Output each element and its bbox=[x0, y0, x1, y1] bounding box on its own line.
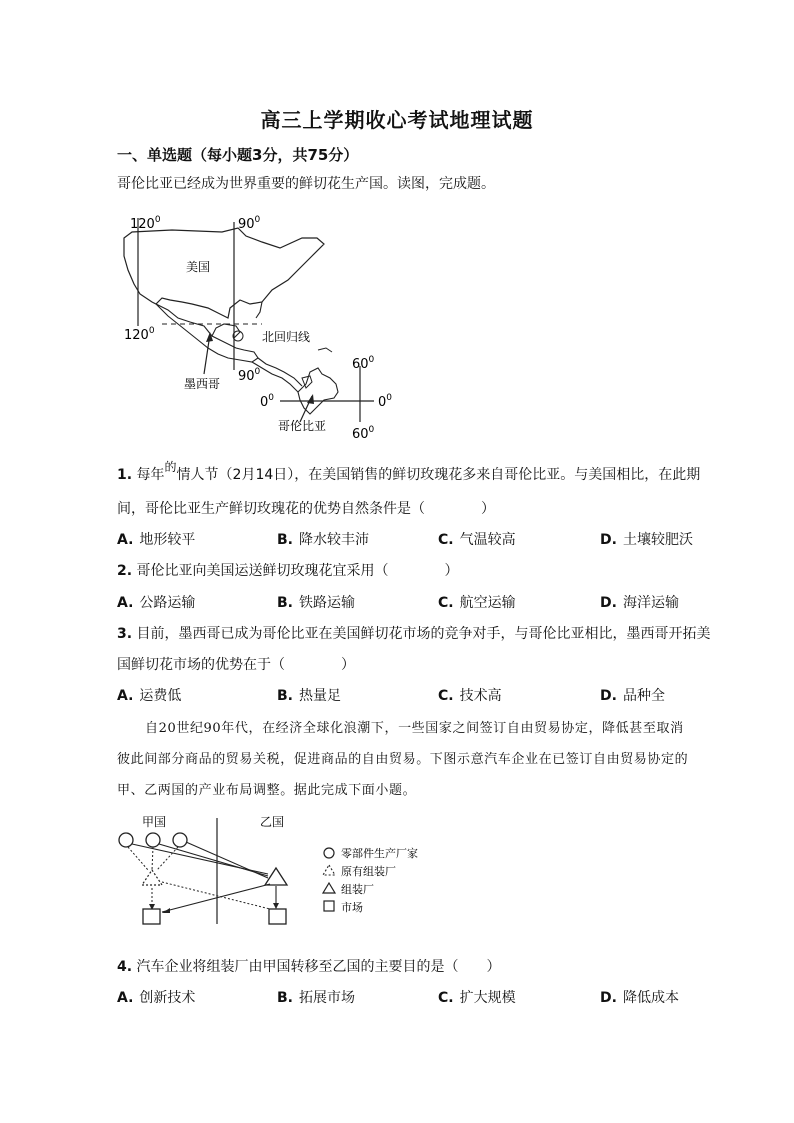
legend-parts-icon bbox=[324, 848, 334, 858]
legend-assembly-icon bbox=[323, 883, 335, 893]
q2-option-b[interactable]: B. 铁路运输 bbox=[277, 595, 355, 611]
lat0-left-label: $0^0$ bbox=[260, 393, 275, 410]
q4-option-b[interactable]: B. 拓展市场 bbox=[277, 990, 355, 1006]
usa-label: 美国 bbox=[186, 260, 211, 274]
q1-option-c[interactable]: C. 气温较高 bbox=[438, 532, 516, 548]
lon120-bottom-label: $120^0$ bbox=[124, 326, 155, 343]
q1-option-a[interactable]: A. 地形较平 bbox=[117, 532, 196, 548]
lat0-right-label: $0^0$ bbox=[378, 393, 393, 410]
passage-line1: 自20世纪90年代，在经济全球化浪潮下，一些国家之间签订自由贸易协定，降低甚至取消 bbox=[145, 721, 684, 736]
q4-option-c[interactable]: C. 扩大规模 bbox=[438, 990, 516, 1006]
lon60-bottom-label: $60^0$ bbox=[352, 425, 375, 442]
market-b bbox=[269, 909, 286, 924]
page-title: 高三上学期收心考试地理试题 bbox=[260, 108, 534, 132]
q3-option-a[interactable]: A. 运费低 bbox=[117, 688, 182, 704]
q2-option-a[interactable]: A. 公路运输 bbox=[117, 595, 196, 611]
question-1-line1: 1. 每年的情人节（2月14日），在美国销售的鲜切玫瑰花多来自哥伦比亚。与美国相比，在此期 bbox=[117, 460, 701, 483]
lon60-top-label: $60^0$ bbox=[352, 355, 375, 372]
legend-market-icon bbox=[324, 901, 334, 911]
legend-old-assembly-icon bbox=[323, 865, 335, 875]
mexico-label: 墨西哥 bbox=[184, 377, 221, 391]
americas-map bbox=[112, 208, 412, 446]
legend-old-assembly-label: 原有组装厂 bbox=[341, 865, 396, 878]
market-a bbox=[143, 909, 160, 924]
colombia-label: 哥伦比亚 bbox=[278, 419, 327, 433]
new-assembly-plant bbox=[265, 868, 287, 885]
q3-option-c[interactable]: C. 技术高 bbox=[438, 688, 502, 704]
q3-option-d[interactable]: D. 品种全 bbox=[600, 688, 665, 704]
question-1-line2: 间，哥伦比亚生产鲜切玫瑰花的优势自然条件是（ ） bbox=[117, 501, 495, 517]
passage-line2: 彼此间部分商品的贸易关税，促进商品的自由贸易。下图示意汽车企业在已签订自由贸易协定的 bbox=[117, 752, 689, 767]
section-heading: 一、单选题（每小题3分，共75分） bbox=[117, 146, 359, 164]
lon90-top-label: $90^0$ bbox=[238, 215, 261, 232]
q1-option-d[interactable]: D. 土壤较肥沃 bbox=[600, 532, 693, 548]
q2-option-c[interactable]: C. 航空运输 bbox=[438, 595, 516, 611]
passage-line3: 甲、乙两国的产业布局调整。据此完成下面小题。 bbox=[117, 783, 417, 798]
intro-text: 哥伦比亚已经成为世界重要的鲜切花生产国。读图，完成题。 bbox=[117, 176, 495, 192]
legend-market-label: 市场 bbox=[341, 901, 363, 914]
question-4-line1: 4. 汽车企业将组装厂由甲国转移至乙国的主要目的是（ ） bbox=[117, 959, 501, 975]
parts-factory-2 bbox=[146, 833, 160, 847]
q4-option-a[interactable]: A. 创新技术 bbox=[117, 990, 196, 1006]
question-2-line1: 2. 哥伦比亚向美国运送鲜切玫瑰花宜采用（ ） bbox=[117, 563, 459, 579]
lon120-top-label: $120^0$ bbox=[130, 215, 161, 232]
lon90-bottom-label: $90^0$ bbox=[238, 367, 261, 384]
tropic-label: 北回归线 bbox=[262, 330, 311, 344]
q1-option-b[interactable]: B. 降水较丰沛 bbox=[277, 532, 369, 548]
country-a-label: 甲国 bbox=[142, 815, 167, 829]
question-3-line1: 3. 目前，墨西哥已成为哥伦比亚在美国鲜切花市场的竞争对手，与哥伦比亚相比，墨西哥开拓美 bbox=[117, 626, 711, 642]
parts-factory-3 bbox=[173, 833, 187, 847]
colombia-outline bbox=[298, 368, 338, 414]
north-america-outline bbox=[124, 228, 324, 318]
question-3-line2: 国鲜切花市场的优势在于（ ） bbox=[117, 657, 355, 673]
old-assembly-plant bbox=[142, 870, 162, 885]
industry-layout-diagram bbox=[112, 812, 432, 932]
country-b-label: 乙国 bbox=[260, 815, 285, 829]
q2-option-d[interactable]: D. 海洋运输 bbox=[600, 595, 679, 611]
legend-assembly-label: 组装厂 bbox=[341, 883, 374, 896]
q3-option-b[interactable]: B. 热量足 bbox=[277, 688, 341, 704]
parts-factory-1 bbox=[119, 833, 133, 847]
legend-parts-label: 零部件生产厂家 bbox=[341, 847, 418, 860]
q4-option-d[interactable]: D. 降低成本 bbox=[600, 990, 679, 1006]
